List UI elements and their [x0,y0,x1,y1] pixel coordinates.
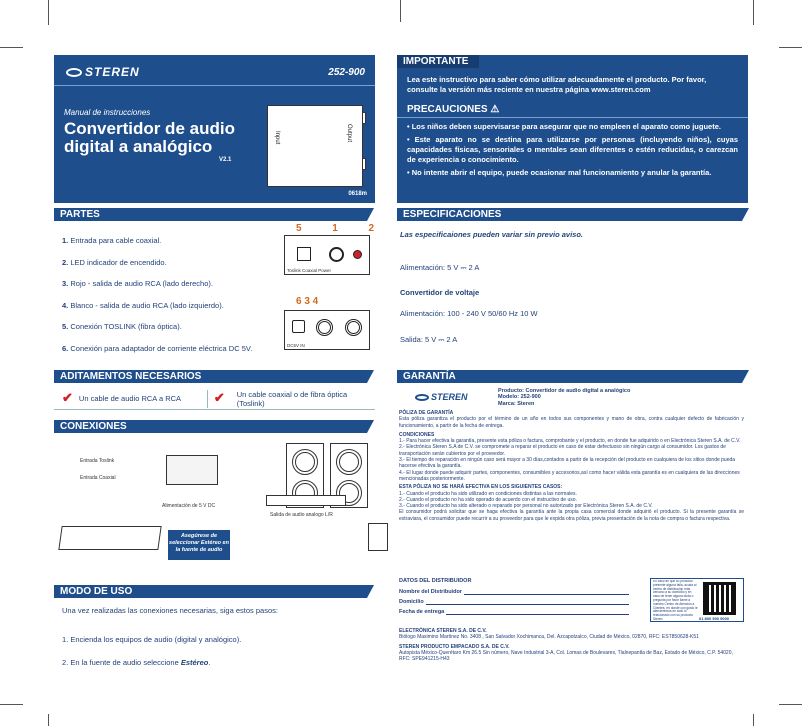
parts-panel-bottom [284,310,370,350]
parts-bottom-numbers: 6 3 4 [296,296,319,307]
spec-note: Las especificaiones pueden variar sin previo aviso. [400,230,583,239]
empresa1-title: ELECTRÓNICA STEREN S.A. DE C.V. [399,628,487,634]
dc-port [292,320,305,333]
distribuidor-nombre-field[interactable]: Nombre del Distribuidor [399,589,629,595]
distribuidor-title: DATOS DEL DISTRIBUIDOR [399,578,472,584]
modo-uso-body [62,606,372,667]
distribuidor-section [399,578,629,615]
conexiones-heading: CONEXIONES [54,420,367,433]
steren-logo-icon [415,394,429,401]
parts-top-caption: Toslink Coaxial Power [287,268,332,273]
phone-number: 01 800 500 9000 [699,616,730,621]
garantia-logo: STEREN [415,392,468,402]
label-entrada-coaxial: Entrada Coaxial [80,475,116,481]
empresa1: Biólogo Maximino Martínez No. 3408 , San Salvador Xochimanca, Del. Azcapotzalco, Ciudad de México, 02870, RFC: EST850628-K51 [399,634,699,641]
page-title: Convertidor de audio digital a analógico [64,119,235,156]
spec-alimentacion: Alimentación: 5 V ⎓ 2 A [400,263,480,272]
aditamento-item: Un cable coaxial o de fibra óptica (Toslink) [236,389,348,408]
list-item: 6. Conexión para adaptador de corriente eléctrica DC 5V. [62,343,253,353]
header-panel [54,55,375,203]
wall-outlet [368,523,388,551]
aditamentos-box [54,388,375,410]
device-illustration [267,105,363,187]
list-item: 2. LED indicador de encendido. [62,257,167,267]
connection-diagram [58,438,376,578]
checkmark-icon: ✔ [213,390,225,405]
rca-white-port [316,319,333,336]
list-item: 1. Entrada para cable coaxial. [62,236,162,245]
manual-label: Manual de instrucciones [64,108,151,117]
parts-bottom-caption: DC5V IN [287,343,305,348]
partes-heading: PARTES [54,208,367,221]
condicion-item: 3.- El tiempo de reparación en ningún caso será mayor a 30 días,contados a partir de la recepción del producto en cualquiera de los sitios donde pueda hacerse efectiva la garantía. [399,457,736,470]
condiciones-title: CONDICIONES [399,431,435,438]
toslink-port [297,247,311,261]
especificaciones-heading: ESPECIFICACIONES [397,208,742,221]
list-item: 5. Conexión TOSLINK (fibra óptica). [62,322,182,332]
empresa2-title: STEREN PRODUCTO EMPACADO S.A. DE C.V. [399,643,510,650]
precaucion-item: • Este aparato no se destina para utilizarse por personas (incluyendo niños), cuyas capacidades físicas, sensoriales o mentales sean diferentes o estén reducidas, o carezcan de experiencia o conocimiento. [407,135,738,164]
modo-uso-heading: MODO DE USO [54,585,367,598]
no-valida-item: 2.- Cuando el producto no ha sido operado de acuerdo con el instructivo de uso. [399,496,577,503]
label-entrada-toslink: Entrada Toslink [80,458,115,464]
importante-heading: IMPORTANTE [397,55,479,68]
list-item: 3. Rojo - salida de audio RCA (lado derecho). [62,279,213,289]
coaxial-port [329,247,344,262]
precaucion-item: • Los niños deben supervisarse para asegurar que no empleen el aparato como juguete. [407,122,721,131]
parts-top-numbers: 5 1 2 [296,223,374,234]
precauciones-heading: PRECAUCIONES ⚠ [407,104,500,115]
poliza-title: PÓLIZA DE GARANTÍA [399,410,454,416]
spec-convertidor: Alimentación: 100 - 240 V 50/60 Hz 10 W [400,309,538,318]
steren-logo: STEREN [66,65,140,79]
garantia-producto: Producto: Convertidor de audio digital a analógico [498,388,631,394]
garantia-modelo: Modelo: 252-900 [498,394,541,401]
modo-uso-step: 2. En la fuente de audio seleccione Estéreo. [62,658,211,667]
qr-note: En caso de que su producto presente alguna falla, acuda al centro de distribución más cercano a su domicilio y en caso de tener alguna duda o pregunta por favor llame a nuestro Centro de Atención a Clientes, en donde con gusto le atenderemos en todo lo relacionado con su producto Steren. [653,580,698,620]
poliza-text: Esta póliza garantiza el producto por el término de un año en todos sus componentes y mano de obra, contra cualquier defecto de fabricación y funcionamiento, a partir de la fecha de entrega. [399,416,744,429]
condicion-item: 2.- Electrónica Steren S.A de C.V. se compromete a reparar el producto en caso de estar defectuoso sin ningún cargo al consumidor. Los gastos de transportación serán cubiertos por el proveedor. [399,444,726,457]
modo-uso-step: 1. Encienda los equipos de audio (digital y analógico). [62,635,242,644]
garantia-marca: Marca: Steren [498,400,535,407]
dvd-player [58,526,161,550]
empresa2: Autopista México-Querétaro Km 26.5 Sin número, Nave Industrial 3-A, Col. Lomas de Boulevares, Tlalnepantla de Baz, Estado de México, C.P. 54020, RFC: SPE941215-H43 [399,649,733,663]
no-valida-item: 3.- Cuando el producto ha sido alterado o reparado por personal no autorizado por Electrónica Steren S.A. de C.V. [399,503,653,510]
aditamentos-heading: ADITAMENTOS NECESARIOS [54,370,367,383]
rca-red-port [345,319,362,336]
no-valida-item: 1.- Cuando el producto ha sido utilizado en condiciones distintas a las normales. [399,490,577,497]
parts-diagram [282,223,372,353]
parts-panel-top [284,235,370,275]
converter-box [166,455,218,485]
aditamento-item: Un cable de audio RCA a RCA [78,394,182,403]
distribuidor-domicilio-field[interactable]: Domicilio [399,599,629,605]
list-item: 4. Blanco - salida de audio RCA (lado izquierdo). [62,300,224,310]
garantia-body [399,410,744,522]
qr-note-box [650,578,744,622]
spec-convertidor-title: Convertidor de voltaje [400,288,480,297]
distribuidor-fecha-field[interactable]: Fecha de entrega [399,609,629,615]
power-led [353,250,362,259]
checkmark-icon: ✔ [62,390,73,405]
importante-text: Lea este instructivo para saber cómo utilizar adecuadamente el producto. Por favor, consulte la versión más reciente en nuestra página www.steren.com [407,75,707,94]
device-output-label: Output [346,124,352,143]
consumidor-text: El consumidor podrá solicitar que se haga efectiva la garantía ante la propia casa comercial donde adquirió el producto. Si la presente garantía se extraviara, el consumidor puede recurrir a su proveedor para que le expida otra póliza, previa presentación de la nota de compra o factura respectiva. [399,509,744,522]
label-alimentacion: Alimentación de 5 V DC [162,503,216,509]
document-code: 0618m [348,191,367,197]
steren-logo-icon [66,68,82,77]
estereo-note: Asegúrese de seleccionar Estéreo en la fuente de audio [168,530,230,560]
version: V2.1 [219,157,232,163]
model-number: 252-900 [328,67,365,78]
no-valida-title: ESTA PÓLIZA NO SE HARÁ EFECTIVA EN LOS SIGUIENTES CASOS: [399,484,563,491]
condicion-item: 4.- El lugar donde puede adquirir partes, componentes, consumibles y accesorios,así como hacer válida esta garantía es en cualquiera de las direcciones mencionadas posteriormente. [399,469,740,482]
qr-code-icon [703,582,736,615]
amplifier [266,495,346,506]
precaucion-item: • No intente abrir el equipo, puede ocasionar mal funcionamiento y anular la garantía. [407,168,712,177]
condicion-item: 1.- Para hacer efectiva la garantía, presente esta póliza o factura, comprobante y el producto, en donde fue adquirido o en Electrónica Steren S.A. de C.V. [399,438,741,445]
partes-list [62,236,272,366]
device-input-label: Input [274,131,280,145]
modo-uso-intro: Una vez realizadas las conexiones necesarias, siga estos pasos: [62,606,278,615]
label-salida: Salida de audio analogo L/R [270,512,333,518]
spec-salida: Salida: 5 V ⎓ 2 A [400,335,458,344]
empresas [399,628,744,662]
garantia-heading: GARANTÍA [397,370,742,383]
importante-panel [397,55,748,203]
